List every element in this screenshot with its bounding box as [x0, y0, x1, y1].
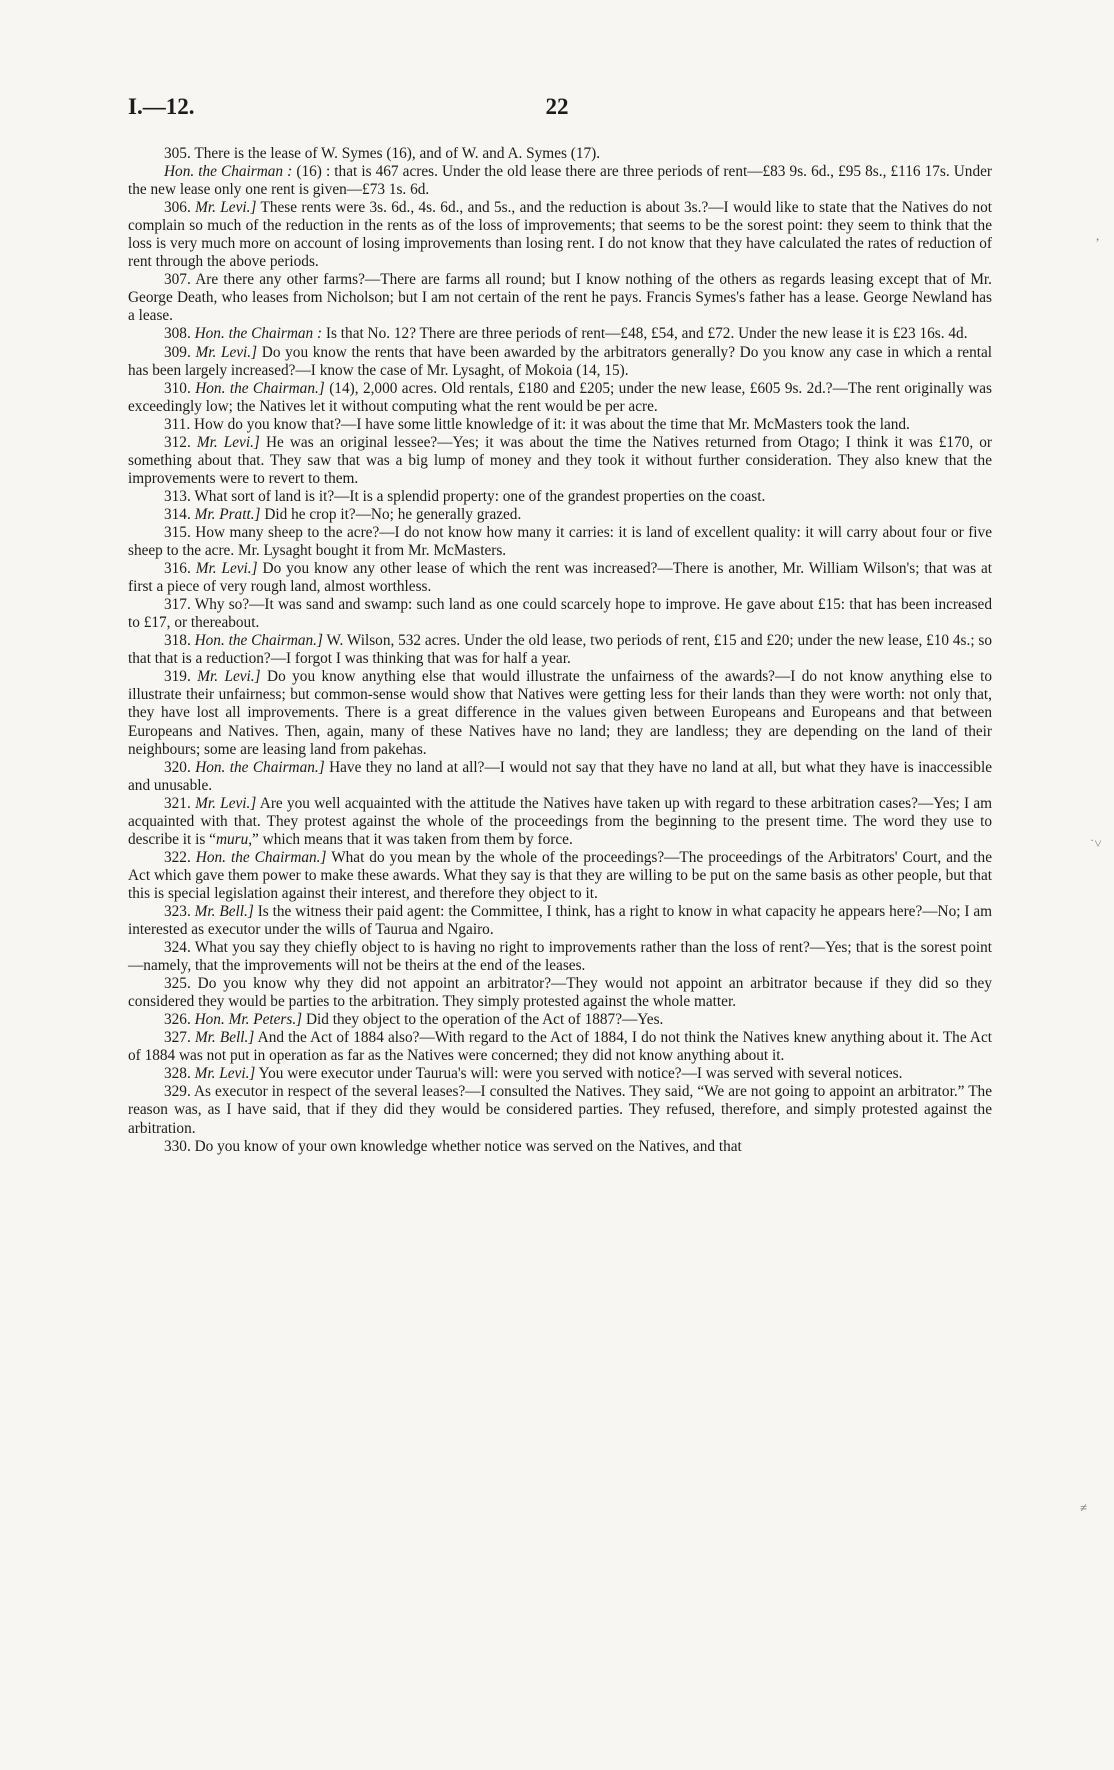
paragraph [128, 849, 992, 903]
speaker: Mr. Bell.] [194, 1029, 255, 1047]
paragraph-text: Is that No. 12? There are three periods of rent—£48, £54, and £72. Under the new lease it is £23 16s. 4d. [325, 325, 968, 343]
paragraph-number: 314. [164, 505, 191, 523]
paragraph-number: 318. [164, 632, 191, 650]
paragraph [128, 325, 992, 343]
speaker: Mr. Levi.] [196, 433, 260, 451]
speaker: Hon. the Chairman.] [195, 379, 325, 397]
paragraph [128, 1011, 992, 1029]
paragraph-text: Do you know anything else that would illustrate the unfairness of the awards?—I do not know anything else to illustrate their unfairness; but common-sense would show that Natives were getting less for their lands than they were worth: not only that, they have lost all improvements. There is a great difference in the values given between Europeans and Europeans and that between Europeans and Natives. Then, again, many of these Natives have no land; they are landless; they are depending on the land of their neighbours; some are leasing land from pakehas. [128, 668, 992, 758]
speaker: Mr. Levi.] [195, 199, 257, 217]
paragraph-number: 325. [164, 975, 191, 993]
paragraph [128, 506, 992, 524]
paragraph-number: 305. [164, 145, 191, 162]
page-number: 22 [545, 94, 569, 119]
paragraph-text: What you say they chiefly object to is having no right to improvements rather than the loss of rent?—Yes; that is the sorest point—namely, that the improvements will not be theirs at the end of the leases. [128, 939, 992, 975]
speaker: Hon. the Chairman : [194, 325, 323, 343]
paragraph-text: Did they object to the operation of the Act of 1887?—Yes. [305, 1011, 664, 1029]
speaker: Hon. the Chairman.] [195, 848, 327, 866]
page-header [128, 94, 986, 126]
paragraph-text: What do you mean by the whole of the proceedings?—The proceedings of the Arbitrators' Court, and the Act which gave them power to make these awards. What they say is that they are willing to be put on the same basis as other people, but that this is special legislation against their interest, and therefore they object to it. [128, 848, 992, 902]
paragraph-text: What sort of land is it?—It is a splendid property: one of the grandest properties on the coast. [194, 487, 766, 505]
paragraph-text: Do you know any other lease of which the rent was increased?—There is another, Mr. William Wilson's; that was at first a piece of very rough land, almost worthless. [128, 560, 993, 596]
speaker: Mr. Levi.] [195, 794, 257, 812]
paragraph-text: How do you know that?—I have some little knowledge of it: it was about the time that Mr. McMasters took the land. [194, 415, 910, 433]
paragraph-number: 317. [164, 596, 191, 614]
paragraph-number: 323. [164, 902, 191, 920]
speaker: Mr. Levi.] [197, 668, 261, 686]
paragraph-text: Have they no land at all?—I would not say that they have no land at all, but what they have is inaccessible and unusable. [128, 758, 992, 794]
speaker: Mr. Levi.] [195, 560, 258, 578]
paragraph-number: 310. [164, 379, 191, 397]
paragraph-number: 327. [164, 1029, 191, 1047]
paragraph [128, 163, 992, 199]
paragraph-text: How many sheep to the acre?—I do not know how many it carries: it is land of excellent quality: it will carry about four or five sheep to the acre. Mr. Lysaght bought it from Mr. McMasters. [128, 523, 992, 560]
paragraph-number: 313. [164, 487, 191, 505]
paragraph-number: 324. [164, 939, 191, 957]
paragraph-number: 330. [164, 1137, 191, 1155]
speaker: Mr. Pratt.] [194, 505, 261, 523]
paragraph-text: Did he crop it?—No; he generally grazed. [264, 505, 522, 523]
paragraph-number: 329. [164, 1083, 191, 1101]
paragraph-text: Do you know why they did not appoint an arbitrator?—They would not appoint an arbitrator because if they did so they considered they would be parties to the arbitration. They simply protested against the whole matter. [128, 975, 993, 1011]
paragraph-text: And the Act of 1884 also?—With regard to the Act of 1884, I do not think the Natives knew anything about it. The Act of 1884 was not put in operation as far as the Natives were concerned; they did not know anything about it. [128, 1029, 993, 1065]
paragraph-number: 321. [164, 794, 191, 812]
paragraph [128, 271, 992, 325]
paragraph [128, 199, 992, 271]
paragraph-number: 308. [164, 325, 191, 343]
paragraph-number: 328. [164, 1065, 191, 1083]
paragraph-text: W. Wilson, 532 acres. Under the old lease, two periods of rent, £15 and £20; under the new lease, £10 4s.; so that that is a reduction?—I forgot I was thinking that was for half a year. [128, 632, 993, 668]
paragraph-text: These rents were 3s. 6d., 4s. 6d., and 5s., and the reduction is about 3s.?—I would like to state that the Natives do not complain so much of the reduction in the rents as of the loss of improvements; that seems to be the sorest point: they seem to think that the loss is very much more on account of losing improvements than losing rent. I do not know that they have calculated the rates of reduction of rent through the above periods. [128, 199, 992, 271]
margin-mark: , [1096, 228, 1100, 243]
paragraph [128, 1083, 992, 1137]
speaker: Mr. Levi.] [194, 1065, 256, 1083]
paragraph-text: There is the lease of W. Symes (16), and of W. and A. Symes (17). [194, 145, 601, 162]
paragraph [128, 939, 992, 975]
paragraph-number: 307. [164, 271, 191, 289]
paragraph-number: 312. [164, 433, 191, 451]
paragraph-number: 315. [164, 523, 191, 541]
paragraph-text: Do you know the rents that have been awarded by the arbitrators generally? Do you know any case in which a rental has been largely increased?—I know the case of Mr. Lysaght, of Mokoia (14, 15). [128, 343, 993, 379]
paragraph [128, 560, 992, 596]
speaker: Hon. the Chairman.] [195, 758, 325, 776]
paragraph [128, 975, 992, 1011]
paragraph-number: 316. [164, 560, 191, 578]
speaker: Hon. the Chairman.] [194, 632, 323, 650]
paragraph-number: 320. [164, 758, 191, 776]
paragraph-text: He was an original lessee?—Yes; it was about the time the Natives returned from Otago; I think it was £170, or something about that. They saw that was a big lump of money and they took it without further consideration. They also knew that the improvements were to revert to them. [128, 433, 993, 487]
paragraph-text: Is the witness their paid agent: the Committee, I think, has a right to know in what capacity he appears here?—No; I am interested as executor under the wills of Taurua and Ngairo. [128, 902, 993, 939]
paragraph-text: Why so?—It was sand and swamp: such land as one could scarcely hope to improve. He gave about £15: that has been increased to £17, or thereabout. [128, 596, 992, 632]
paragraph-number: 309. [164, 343, 191, 361]
paragraph-number: 311. [164, 415, 191, 433]
paragraph [128, 1065, 992, 1083]
paragraph-number: 326. [164, 1011, 191, 1029]
speaker: Mr. Levi.] [195, 343, 258, 361]
paragraph [128, 596, 992, 632]
paragraph [128, 1029, 992, 1065]
paragraph-number: 319. [164, 668, 191, 686]
paragraph [128, 795, 992, 849]
paragraph [128, 344, 992, 380]
paragraph [128, 488, 992, 506]
paragraph [128, 380, 992, 416]
paragraph-text: (16) : that is 467 acres. Under the old lease there are three periods of rent—£83 9s. 6d., £95 8s., £116 17s. Under the new lease only one rent is given—£73 1s. 6d. [128, 163, 992, 199]
paragraph [128, 668, 992, 758]
paragraph-text: As executor in respect of the several leases?—I consulted the Natives. They said, “We are not going to appoint an arbitrator.” The reason was, as I have said, that if they did they would be considered parties. They refused, therefore, and simply protested against the arbitration. [128, 1083, 992, 1137]
paragraph-text: (14), 2,000 acres. Old rentals, £180 and £205; under the new lease, £605 9s. 2d.?—The rent originally was exceedingly low; the Natives let it without computing what the rent would be per acre. [128, 379, 992, 415]
paragraph [128, 434, 992, 488]
paragraph-text: You were executor under Taurua's will: were you served with notice?—I was served with several notices. [258, 1065, 903, 1083]
paragraph [128, 1138, 992, 1156]
paragraph-text: Are you well acquainted with the attitude the Natives have taken up with regard to these arbitration cases?—Yes; I am acquainted with that. They protest against the whole of the proceedings from the beginning to the present time. The word they use to describe it is “muru,” which means that it was taken from them by force. [128, 794, 993, 848]
speaker: Hon. Mr. Peters.] [194, 1011, 303, 1029]
paragraph-number: 306. [164, 199, 191, 217]
margin-mark: ˙˅ [1090, 836, 1102, 851]
paragraph [128, 632, 992, 668]
paragraph [128, 903, 992, 939]
page-body [128, 145, 992, 1156]
speaker: Hon. the Chairman : [164, 163, 293, 181]
document-reference: I.—12. [128, 94, 195, 119]
paragraph [128, 524, 992, 560]
speaker: Mr. Bell.] [194, 902, 254, 920]
paragraph [128, 416, 992, 434]
paragraph-text: Do you know of your own knowledge whether notice was served on the Natives, and that [194, 1137, 742, 1155]
paragraph-text: Are there any other farms?—There are farms all round; but I know nothing of the others as regards leasing except that of Mr. George Death, who leases from Nicholson; but I am not certain of the rent he pays. Francis Symes's father has a lease. George Newland has a lease. [128, 271, 993, 325]
paragraph [128, 145, 992, 163]
paragraph-number: 322. [164, 848, 191, 866]
margin-mark: ≠ [1080, 1500, 1088, 1515]
paragraph [128, 759, 992, 795]
